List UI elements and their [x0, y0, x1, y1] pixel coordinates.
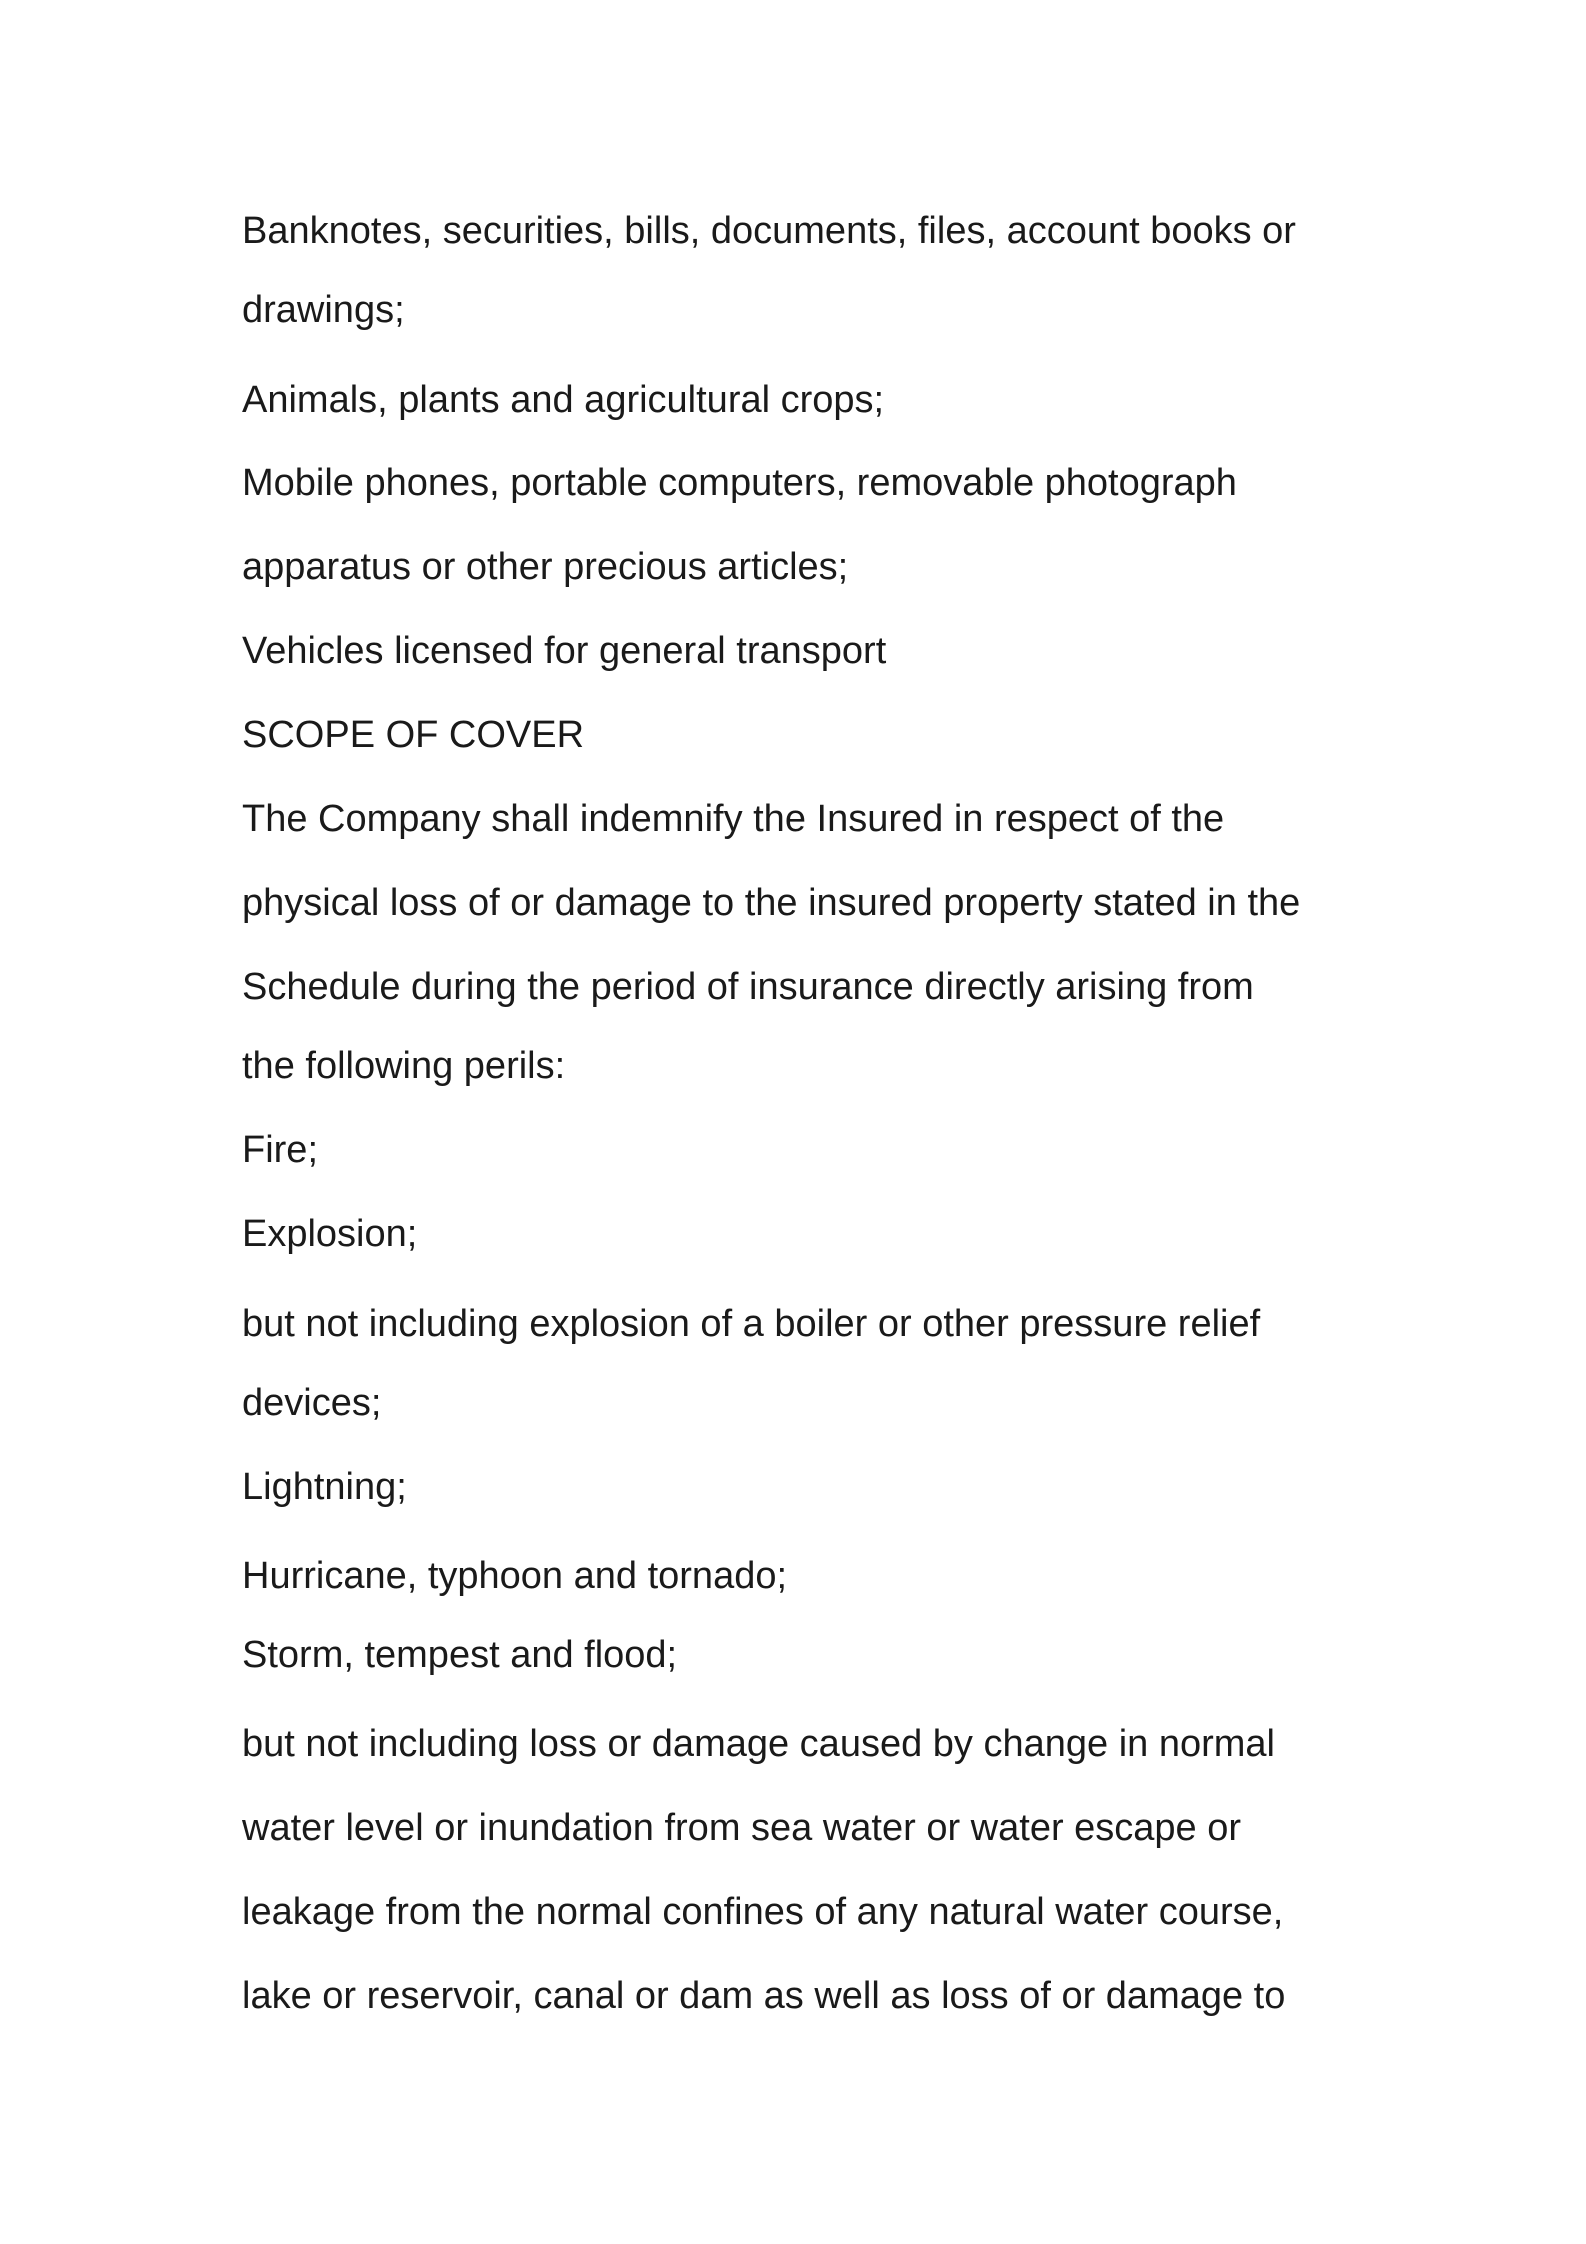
peril-lightning: Lightning;	[242, 1466, 407, 1508]
scope-paragraph-line-3: Schedule during the period of insurance directly arising from	[242, 966, 1254, 1008]
peril-fire: Fire;	[242, 1129, 318, 1171]
scope-paragraph-line-2: physical loss of or damage to the insured property stated in the	[242, 882, 1301, 924]
flood-exclusion-line-1: but not including loss or damage caused by change in normal	[242, 1723, 1275, 1765]
excluded-item-vehicles: Vehicles licensed for general transport	[242, 630, 887, 672]
explosion-exclusion-line-1: but not including explosion of a boiler or other pressure relief	[242, 1303, 1261, 1345]
excluded-item-animals: Animals, plants and agricultural crops;	[242, 379, 885, 421]
flood-exclusion-line-3: leakage from the normal confines of any natural water course,	[242, 1891, 1284, 1933]
flood-exclusion-line-2: water level or inundation from sea water or water escape or	[242, 1807, 1242, 1849]
peril-storm: Storm, tempest and flood;	[242, 1634, 678, 1676]
explosion-exclusion-line-2: devices;	[242, 1382, 382, 1424]
excluded-item-mobile-phones-line-1: Mobile phones, portable computers, removable photograph	[242, 462, 1237, 504]
excluded-item-banknotes-line-1: Banknotes, securities, bills, documents, files, account books or	[242, 210, 1296, 252]
scope-paragraph-line-1: The Company shall indemnify the Insured in respect of the	[242, 798, 1225, 840]
excluded-item-banknotes-line-2: drawings;	[242, 289, 405, 331]
scope-paragraph-line-4: the following perils:	[242, 1045, 566, 1087]
peril-hurricane: Hurricane, typhoon and tornado;	[242, 1555, 788, 1597]
flood-exclusion-line-4: lake or reservoir, canal or dam as well as loss of or damage to	[242, 1975, 1286, 2017]
section-heading-scope-of-cover: SCOPE OF COVER	[242, 714, 585, 756]
peril-explosion: Explosion;	[242, 1213, 418, 1255]
excluded-item-mobile-phones-line-2: apparatus or other precious articles;	[242, 546, 849, 588]
